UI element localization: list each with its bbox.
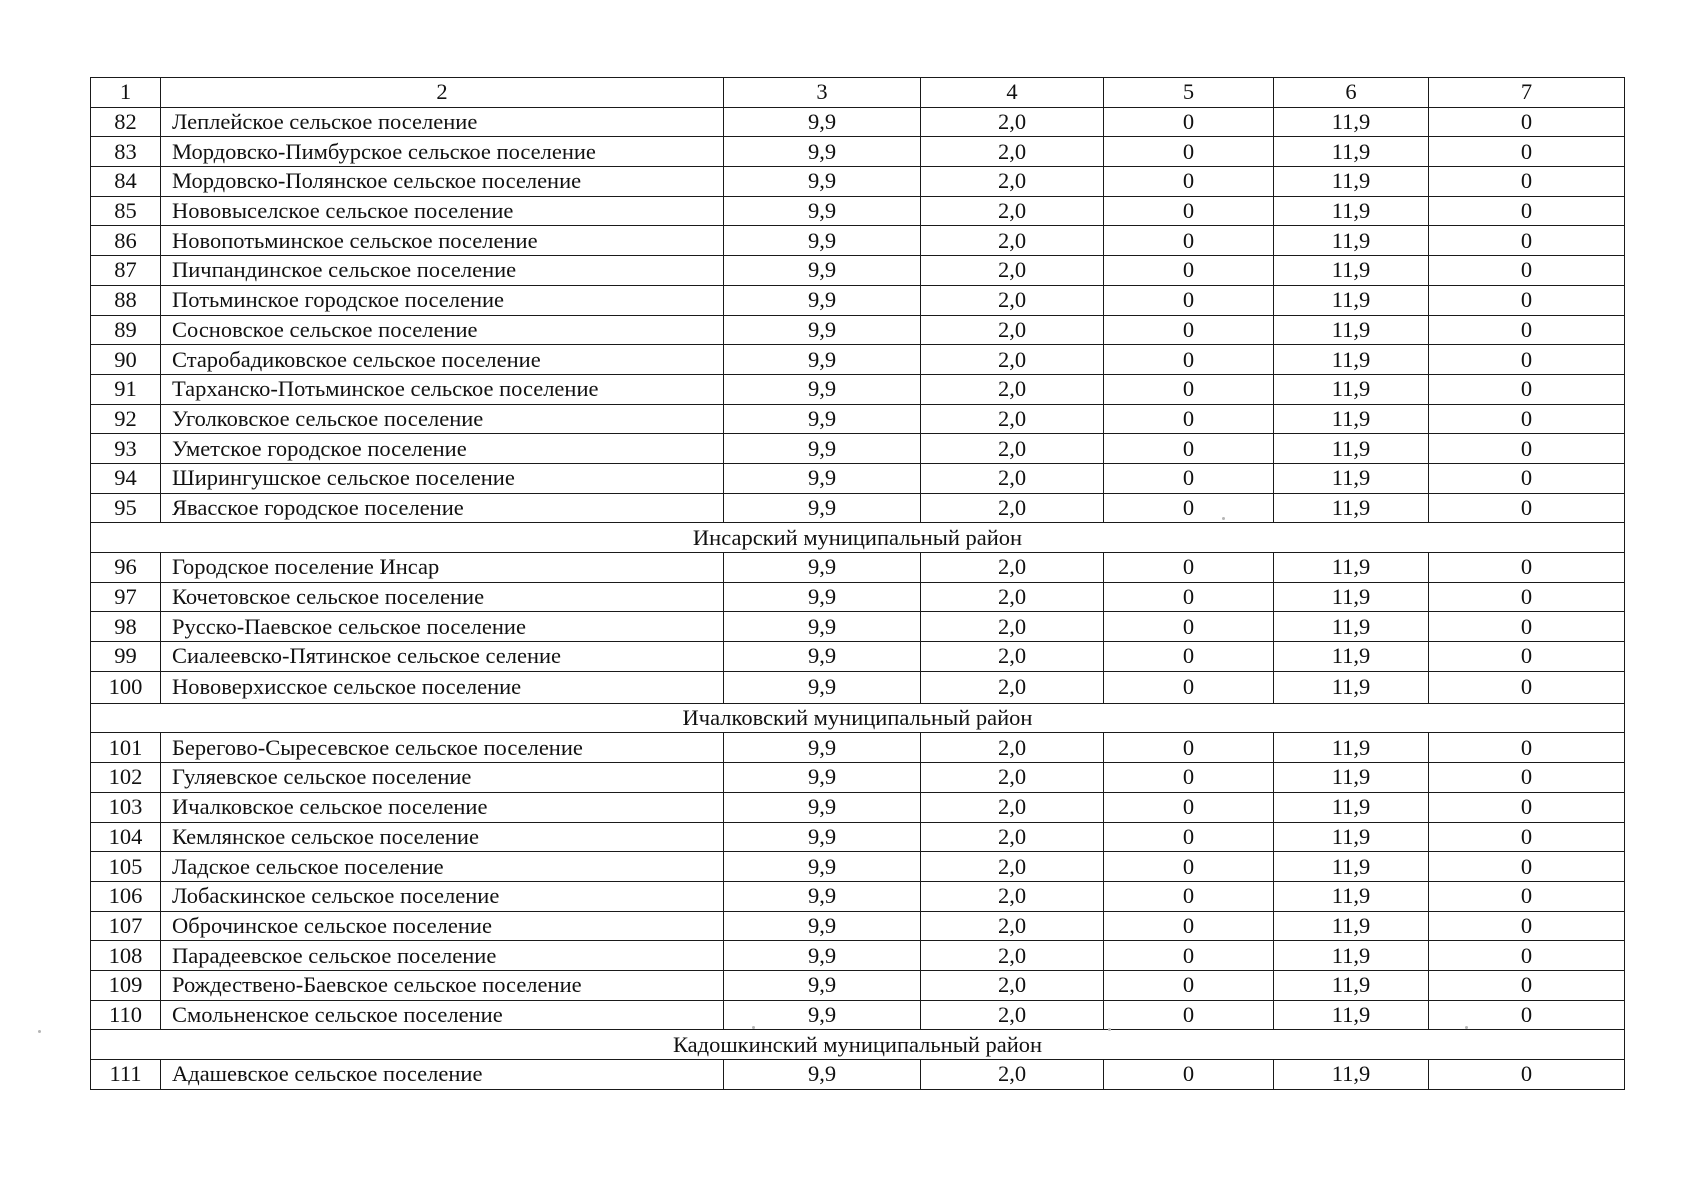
row-number: 93 bbox=[91, 434, 161, 464]
settlement-name: Гуляевское сельское поселение bbox=[161, 763, 724, 793]
col-6-value: 11,9 bbox=[1274, 911, 1429, 941]
col-3-value: 9,9 bbox=[724, 763, 921, 793]
col-6-value: 11,9 bbox=[1274, 434, 1429, 464]
col-5-value: 0 bbox=[1104, 137, 1274, 167]
col-4-value: 2,0 bbox=[921, 822, 1104, 852]
col-4-value: 2,0 bbox=[921, 941, 1104, 971]
col-4-value: 2,0 bbox=[921, 642, 1104, 672]
col-6-value: 11,9 bbox=[1274, 315, 1429, 345]
col-3-value: 9,9 bbox=[724, 137, 921, 167]
col-7-value: 0 bbox=[1429, 970, 1625, 1000]
table-row bbox=[91, 911, 1625, 941]
col-4-value: 2,0 bbox=[921, 167, 1104, 197]
col-5-value: 0 bbox=[1104, 822, 1274, 852]
col-7-value: 0 bbox=[1429, 315, 1625, 345]
column-number-cell: 1 bbox=[91, 78, 161, 108]
col-7-value: 0 bbox=[1429, 881, 1625, 911]
table-row bbox=[91, 493, 1625, 523]
col-3-value: 9,9 bbox=[724, 671, 921, 703]
col-6-value: 11,9 bbox=[1274, 493, 1429, 523]
col-7-value: 0 bbox=[1429, 256, 1625, 286]
col-3-value: 9,9 bbox=[724, 733, 921, 763]
settlement-name: Лобаскинское сельское поселение bbox=[161, 881, 724, 911]
settlement-name: Новопотьминское сельское поселение bbox=[161, 226, 724, 256]
table-row bbox=[91, 881, 1625, 911]
settlement-name: Леплейское сельское поселение bbox=[161, 107, 724, 137]
col-4-value: 2,0 bbox=[921, 582, 1104, 612]
settlement-name: Мордовско-Полянское сельское поселение bbox=[161, 167, 724, 197]
col-7-value: 0 bbox=[1429, 852, 1625, 882]
row-number: 92 bbox=[91, 404, 161, 434]
col-5-value: 0 bbox=[1104, 434, 1274, 464]
row-number: 94 bbox=[91, 463, 161, 493]
col-6-value: 11,9 bbox=[1274, 970, 1429, 1000]
col-6-value: 11,9 bbox=[1274, 553, 1429, 583]
col-5-value: 0 bbox=[1104, 315, 1274, 345]
col-3-value: 9,9 bbox=[724, 941, 921, 971]
column-number-cell: 7 bbox=[1429, 78, 1625, 108]
col-3-value: 9,9 bbox=[724, 167, 921, 197]
col-6-value: 11,9 bbox=[1274, 671, 1429, 703]
district-heading: Инсарский муниципальный район bbox=[91, 523, 1625, 553]
col-5-value: 0 bbox=[1104, 1060, 1274, 1090]
col-6-value: 11,9 bbox=[1274, 256, 1429, 286]
col-3-value: 9,9 bbox=[724, 345, 921, 375]
col-5-value: 0 bbox=[1104, 167, 1274, 197]
settlement-name: Берегово-Сыресевское сельское поселение bbox=[161, 733, 724, 763]
row-number: 83 bbox=[91, 137, 161, 167]
col-7-value: 0 bbox=[1429, 1060, 1625, 1090]
col-5-value: 0 bbox=[1104, 970, 1274, 1000]
row-number: 87 bbox=[91, 256, 161, 286]
col-5-value: 0 bbox=[1104, 493, 1274, 523]
table-row bbox=[91, 792, 1625, 822]
col-7-value: 0 bbox=[1429, 285, 1625, 315]
col-3-value: 9,9 bbox=[724, 493, 921, 523]
column-number-cell: 2 bbox=[161, 78, 724, 108]
row-number: 108 bbox=[91, 941, 161, 971]
col-3-value: 9,9 bbox=[724, 256, 921, 286]
col-5-value: 0 bbox=[1104, 612, 1274, 642]
settlement-name: Кочетовское сельское поселение bbox=[161, 582, 724, 612]
col-4-value: 2,0 bbox=[921, 315, 1104, 345]
col-6-value: 11,9 bbox=[1274, 1000, 1429, 1030]
settlement-name: Ширингушское сельское поселение bbox=[161, 463, 724, 493]
col-4-value: 2,0 bbox=[921, 374, 1104, 404]
col-4-value: 2,0 bbox=[921, 107, 1104, 137]
col-4-value: 2,0 bbox=[921, 256, 1104, 286]
table-row bbox=[91, 733, 1625, 763]
col-7-value: 0 bbox=[1429, 196, 1625, 226]
row-number: 104 bbox=[91, 822, 161, 852]
col-4-value: 2,0 bbox=[921, 911, 1104, 941]
col-6-value: 11,9 bbox=[1274, 763, 1429, 793]
row-number: 98 bbox=[91, 612, 161, 642]
table-row bbox=[91, 970, 1625, 1000]
col-4-value: 2,0 bbox=[921, 1060, 1104, 1090]
col-4-value: 2,0 bbox=[921, 852, 1104, 882]
row-number: 82 bbox=[91, 107, 161, 137]
col-3-value: 9,9 bbox=[724, 911, 921, 941]
col-6-value: 11,9 bbox=[1274, 226, 1429, 256]
col-6-value: 11,9 bbox=[1274, 107, 1429, 137]
col-7-value: 0 bbox=[1429, 792, 1625, 822]
col-7-value: 0 bbox=[1429, 1000, 1625, 1030]
col-6-value: 11,9 bbox=[1274, 852, 1429, 882]
scan-speck bbox=[38, 1030, 41, 1033]
col-7-value: 0 bbox=[1429, 822, 1625, 852]
row-number: 99 bbox=[91, 642, 161, 672]
row-number: 101 bbox=[91, 733, 161, 763]
settlement-name: Ичалковское сельское поселение bbox=[161, 792, 724, 822]
settlement-name: Нововыселское сельское поселение bbox=[161, 196, 724, 226]
table-row bbox=[91, 463, 1625, 493]
row-number: 85 bbox=[91, 196, 161, 226]
settlement-name: Явасское городское поселение bbox=[161, 493, 724, 523]
col-7-value: 0 bbox=[1429, 226, 1625, 256]
col-6-value: 11,9 bbox=[1274, 822, 1429, 852]
col-3-value: 9,9 bbox=[724, 642, 921, 672]
col-6-value: 11,9 bbox=[1274, 642, 1429, 672]
table-row bbox=[91, 374, 1625, 404]
col-7-value: 0 bbox=[1429, 374, 1625, 404]
col-5-value: 0 bbox=[1104, 374, 1274, 404]
col-6-value: 11,9 bbox=[1274, 733, 1429, 763]
row-number: 109 bbox=[91, 970, 161, 1000]
row-number: 91 bbox=[91, 374, 161, 404]
row-number: 106 bbox=[91, 881, 161, 911]
table-row bbox=[91, 404, 1625, 434]
table-row bbox=[91, 822, 1625, 852]
col-5-value: 0 bbox=[1104, 763, 1274, 793]
col-7-value: 0 bbox=[1429, 107, 1625, 137]
col-4-value: 2,0 bbox=[921, 404, 1104, 434]
col-7-value: 0 bbox=[1429, 345, 1625, 375]
column-number-row bbox=[91, 78, 1625, 108]
district-heading: Кадошкинский муниципальный район bbox=[91, 1030, 1625, 1060]
row-number: 107 bbox=[91, 911, 161, 941]
col-3-value: 9,9 bbox=[724, 792, 921, 822]
col-5-value: 0 bbox=[1104, 404, 1274, 434]
table-row bbox=[91, 852, 1625, 882]
settlement-name: Кемлянское сельское поселение bbox=[161, 822, 724, 852]
settlement-name: Рождествено-Баевское сельское поселение bbox=[161, 970, 724, 1000]
col-4-value: 2,0 bbox=[921, 434, 1104, 464]
col-6-value: 11,9 bbox=[1274, 881, 1429, 911]
row-number: 95 bbox=[91, 493, 161, 523]
col-5-value: 0 bbox=[1104, 1000, 1274, 1030]
row-number: 102 bbox=[91, 763, 161, 793]
col-5-value: 0 bbox=[1104, 196, 1274, 226]
col-7-value: 0 bbox=[1429, 434, 1625, 464]
col-7-value: 0 bbox=[1429, 582, 1625, 612]
col-7-value: 0 bbox=[1429, 404, 1625, 434]
table-row bbox=[91, 285, 1625, 315]
col-3-value: 9,9 bbox=[724, 612, 921, 642]
district-heading-row bbox=[91, 523, 1625, 553]
settlement-name: Смольненское сельское поселение bbox=[161, 1000, 724, 1030]
col-7-value: 0 bbox=[1429, 763, 1625, 793]
settlement-name: Адашевское сельское поселение bbox=[161, 1060, 724, 1090]
settlement-name: Русско-Паевское сельское поселение bbox=[161, 612, 724, 642]
col-4-value: 2,0 bbox=[921, 196, 1104, 226]
col-6-value: 11,9 bbox=[1274, 345, 1429, 375]
table-row bbox=[91, 553, 1625, 583]
district-heading: Ичалковский муниципальный район bbox=[91, 703, 1625, 733]
table-row bbox=[91, 941, 1625, 971]
table-row bbox=[91, 763, 1625, 793]
scan-speck bbox=[1465, 1026, 1468, 1029]
settlements-table bbox=[90, 77, 1625, 1090]
col-6-value: 11,9 bbox=[1274, 137, 1429, 167]
col-3-value: 9,9 bbox=[724, 226, 921, 256]
col-3-value: 9,9 bbox=[724, 822, 921, 852]
col-7-value: 0 bbox=[1429, 137, 1625, 167]
settlement-name: Потьминское городское поселение bbox=[161, 285, 724, 315]
table-row bbox=[91, 612, 1625, 642]
row-number: 111 bbox=[91, 1060, 161, 1090]
column-number-cell: 6 bbox=[1274, 78, 1429, 108]
col-4-value: 2,0 bbox=[921, 463, 1104, 493]
col-7-value: 0 bbox=[1429, 733, 1625, 763]
col-6-value: 11,9 bbox=[1274, 463, 1429, 493]
settlement-name: Ладское сельское поселение bbox=[161, 852, 724, 882]
col-6-value: 11,9 bbox=[1274, 582, 1429, 612]
table-row bbox=[91, 315, 1625, 345]
col-4-value: 2,0 bbox=[921, 970, 1104, 1000]
col-6-value: 11,9 bbox=[1274, 404, 1429, 434]
scan-speck bbox=[752, 1026, 755, 1029]
settlement-name: Оброчинское сельское поселение bbox=[161, 911, 724, 941]
table-row bbox=[91, 671, 1625, 703]
col-5-value: 0 bbox=[1104, 553, 1274, 583]
settlement-name: Нововерхисское сельское поселение bbox=[161, 671, 724, 703]
col-5-value: 0 bbox=[1104, 733, 1274, 763]
table-row bbox=[91, 137, 1625, 167]
row-number: 88 bbox=[91, 285, 161, 315]
col-6-value: 11,9 bbox=[1274, 941, 1429, 971]
settlement-name: Старобадиковское сельское поселение bbox=[161, 345, 724, 375]
col-4-value: 2,0 bbox=[921, 881, 1104, 911]
col-5-value: 0 bbox=[1104, 671, 1274, 703]
col-6-value: 11,9 bbox=[1274, 1060, 1429, 1090]
col-5-value: 0 bbox=[1104, 226, 1274, 256]
settlement-name: Сосновское сельское поселение bbox=[161, 315, 724, 345]
col-7-value: 0 bbox=[1429, 493, 1625, 523]
settlement-name: Пичпандинское сельское поселение bbox=[161, 256, 724, 286]
col-4-value: 2,0 bbox=[921, 226, 1104, 256]
col-7-value: 0 bbox=[1429, 553, 1625, 583]
row-number: 105 bbox=[91, 852, 161, 882]
col-6-value: 11,9 bbox=[1274, 374, 1429, 404]
settlement-name: Сиалеевско-Пятинское сельское селение bbox=[161, 642, 724, 672]
scan-speck bbox=[1222, 517, 1225, 520]
col-6-value: 11,9 bbox=[1274, 196, 1429, 226]
column-number-cell: 5 bbox=[1104, 78, 1274, 108]
col-3-value: 9,9 bbox=[724, 315, 921, 345]
col-4-value: 2,0 bbox=[921, 345, 1104, 375]
row-number: 97 bbox=[91, 582, 161, 612]
col-3-value: 9,9 bbox=[724, 553, 921, 583]
col-5-value: 0 bbox=[1104, 285, 1274, 315]
col-3-value: 9,9 bbox=[724, 852, 921, 882]
col-7-value: 0 bbox=[1429, 612, 1625, 642]
settlement-name: Уголковское сельское поселение bbox=[161, 404, 724, 434]
col-5-value: 0 bbox=[1104, 852, 1274, 882]
col-5-value: 0 bbox=[1104, 911, 1274, 941]
table-row bbox=[91, 196, 1625, 226]
column-number-cell: 4 bbox=[921, 78, 1104, 108]
table-row bbox=[91, 582, 1625, 612]
row-number: 100 bbox=[91, 671, 161, 703]
col-7-value: 0 bbox=[1429, 911, 1625, 941]
row-number: 96 bbox=[91, 553, 161, 583]
scan-speck bbox=[1108, 1028, 1111, 1031]
row-number: 110 bbox=[91, 1000, 161, 1030]
column-number-cell: 3 bbox=[724, 78, 921, 108]
row-number: 86 bbox=[91, 226, 161, 256]
col-5-value: 0 bbox=[1104, 463, 1274, 493]
district-heading-row bbox=[91, 1030, 1625, 1060]
row-number: 84 bbox=[91, 167, 161, 197]
col-6-value: 11,9 bbox=[1274, 612, 1429, 642]
col-5-value: 0 bbox=[1104, 582, 1274, 612]
col-7-value: 0 bbox=[1429, 941, 1625, 971]
col-3-value: 9,9 bbox=[724, 196, 921, 226]
table-row bbox=[91, 345, 1625, 375]
col-4-value: 2,0 bbox=[921, 733, 1104, 763]
table-row bbox=[91, 1000, 1625, 1030]
settlement-name: Мордовско-Пимбурское сельское поселение bbox=[161, 137, 724, 167]
col-4-value: 2,0 bbox=[921, 671, 1104, 703]
col-3-value: 9,9 bbox=[724, 434, 921, 464]
col-6-value: 11,9 bbox=[1274, 167, 1429, 197]
row-number: 89 bbox=[91, 315, 161, 345]
col-3-value: 9,9 bbox=[724, 1000, 921, 1030]
col-4-value: 2,0 bbox=[921, 1000, 1104, 1030]
table-row bbox=[91, 1060, 1625, 1090]
table-row bbox=[91, 642, 1625, 672]
col-5-value: 0 bbox=[1104, 792, 1274, 822]
col-5-value: 0 bbox=[1104, 941, 1274, 971]
col-4-value: 2,0 bbox=[921, 137, 1104, 167]
district-heading-row bbox=[91, 703, 1625, 733]
table-row bbox=[91, 226, 1625, 256]
table-row bbox=[91, 256, 1625, 286]
col-5-value: 0 bbox=[1104, 642, 1274, 672]
col-5-value: 0 bbox=[1104, 256, 1274, 286]
col-3-value: 9,9 bbox=[724, 582, 921, 612]
col-3-value: 9,9 bbox=[724, 970, 921, 1000]
col-6-value: 11,9 bbox=[1274, 792, 1429, 822]
col-4-value: 2,0 bbox=[921, 553, 1104, 583]
col-3-value: 9,9 bbox=[724, 285, 921, 315]
table-row bbox=[91, 167, 1625, 197]
col-5-value: 0 bbox=[1104, 345, 1274, 375]
col-4-value: 2,0 bbox=[921, 285, 1104, 315]
col-7-value: 0 bbox=[1429, 642, 1625, 672]
col-5-value: 0 bbox=[1104, 881, 1274, 911]
col-3-value: 9,9 bbox=[724, 107, 921, 137]
table-row bbox=[91, 434, 1625, 464]
col-3-value: 9,9 bbox=[724, 1060, 921, 1090]
row-number: 103 bbox=[91, 792, 161, 822]
table-row bbox=[91, 107, 1625, 137]
col-4-value: 2,0 bbox=[921, 612, 1104, 642]
col-7-value: 0 bbox=[1429, 671, 1625, 703]
row-number: 90 bbox=[91, 345, 161, 375]
col-4-value: 2,0 bbox=[921, 792, 1104, 822]
col-3-value: 9,9 bbox=[724, 881, 921, 911]
col-3-value: 9,9 bbox=[724, 374, 921, 404]
settlement-name: Тарханско-Потьминское сельское поселение bbox=[161, 374, 724, 404]
col-4-value: 2,0 bbox=[921, 763, 1104, 793]
col-5-value: 0 bbox=[1104, 107, 1274, 137]
col-7-value: 0 bbox=[1429, 167, 1625, 197]
col-3-value: 9,9 bbox=[724, 404, 921, 434]
col-6-value: 11,9 bbox=[1274, 285, 1429, 315]
col-4-value: 2,0 bbox=[921, 493, 1104, 523]
settlement-name: Уметское городское поселение bbox=[161, 434, 724, 464]
settlement-name: Городское поселение Инсар bbox=[161, 553, 724, 583]
col-3-value: 9,9 bbox=[724, 463, 921, 493]
settlement-name: Парадеевское сельское поселение bbox=[161, 941, 724, 971]
col-7-value: 0 bbox=[1429, 463, 1625, 493]
